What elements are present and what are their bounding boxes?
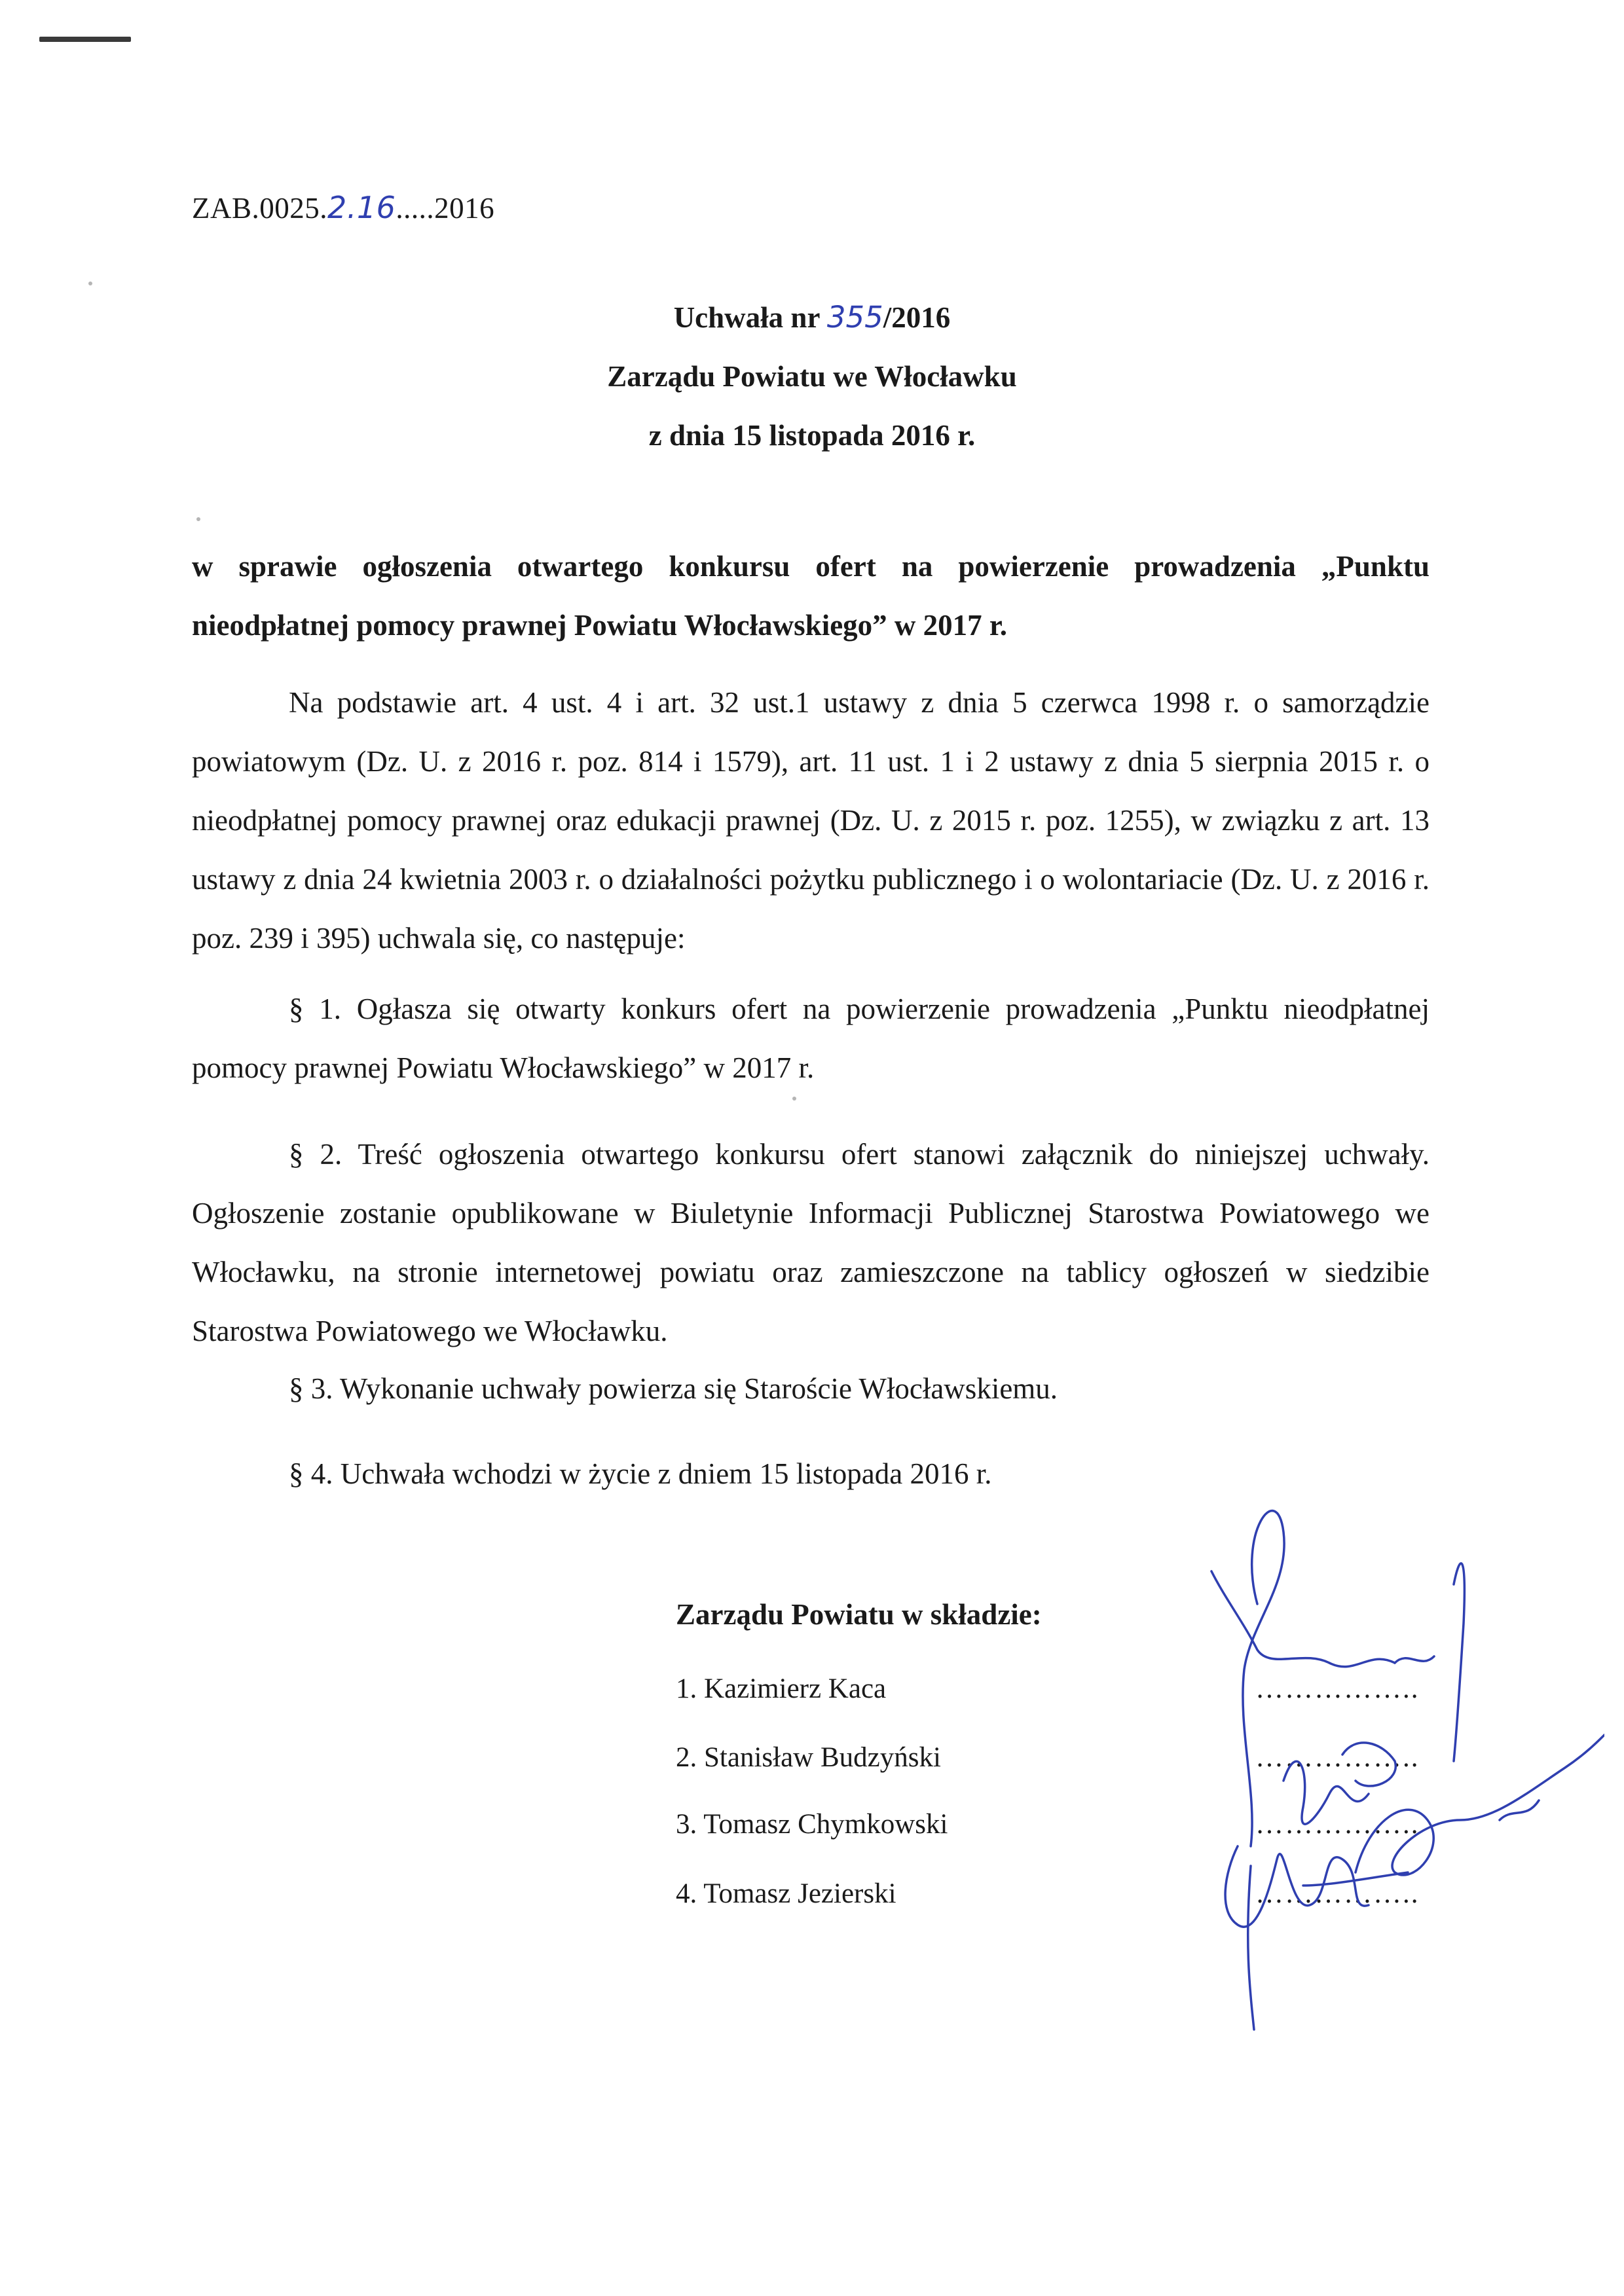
resolution-subject: w sprawie ogłoszenia otwartego konkursu ofert na powierzenie prowadzenia „Punktu nieodpłatnej pomocy prawnej Powiatu Włocławskiego” w 2017 r. — [192, 550, 1430, 642]
board-composition-title: Zarządu Powiatu w składzie: — [676, 1598, 1042, 1631]
section-4: § 4. Uchwała wchodzi w życie z dniem 15 listopada 2016 r. — [289, 1457, 992, 1490]
scan-mark — [39, 37, 131, 42]
section-1: § 1. Ogłasza się otwarty konkurs ofert na powierzenie prowadzenia „Punktu nieodpłatnej pomocy prawnej Powiatu Włocławskiego” w 2017 r. — [192, 993, 1430, 1084]
resolution-date: z dnia 15 listopada 2016 r. — [648, 419, 976, 452]
board-member-name: 4. Tomasz Jezierski — [676, 1878, 896, 1909]
board-member-name: 1. Kazimierz Kaca — [676, 1673, 887, 1704]
resolution-number: 355 — [826, 300, 883, 335]
signature-line: …………….. — [1255, 1878, 1420, 1909]
signature-line: …………….. — [1255, 1673, 1420, 1704]
board-member-name: 2. Stanisław Budzyński — [676, 1742, 941, 1773]
scan-speck — [88, 282, 92, 285]
section-2: § 2. Treść ogłoszenia otwartego konkursu ofert stanowi załącznik do niniejszej uchwały. Ogłoszenie zostanie opublikowane w Biuletynie Informacji Publicznej Starostwa Powiatowego we Włocławku, na stronie internetowej powiatu oraz zamieszczone na tablicy ogłoszeń w siedzibie Starostwa Powiatowego we Włocławku. — [192, 1138, 1430, 1347]
reference-suffix: .....2016 — [396, 192, 495, 225]
resolution-board: Zarządu Powiatu we Włocławku — [607, 360, 1017, 393]
signature-line: …………….. — [1255, 1809, 1420, 1840]
reference-number — [192, 190, 494, 225]
resolution-suffix: /2016 — [883, 301, 951, 334]
resolution-header — [0, 288, 1624, 465]
handwritten-signatures — [1198, 1453, 1604, 2043]
resolution-prefix: Uchwała nr — [673, 301, 827, 334]
section-3: § 3. Wykonanie uchwały powierza się Staroście Włocławskiemu. — [289, 1372, 1058, 1405]
signature-line: …………….. — [1255, 1742, 1420, 1773]
legal-basis-paragraph: Na podstawie art. 4 ust. 4 i art. 32 ust.1 ustawy z dnia 5 czerwca 1998 r. o samorządzie powiatowym (Dz. U. z 2016 r. poz. 814 i 1579), art. 11 ust. 1 i 2 ustawy z dnia 5 sierpnia 2015 r. o nieodpłatnej pomocy prawnej oraz edukacji prawnej (Dz. U. z 2015 r. poz. 1255), w związku z art. 13 ustawy z dnia 24 kwietnia 2003 r. o działalności pożytku publicznego i o wolontariacie (Dz. U. z 2016 r. poz. 239 i 395) uchwala się, co następuje: — [192, 686, 1430, 955]
board-member-name: 3. Tomasz Chymkowski — [676, 1809, 948, 1840]
scan-speck — [196, 517, 200, 521]
reference-prefix: ZAB.0025. — [192, 192, 327, 225]
resolution-title — [0, 288, 1624, 347]
reference-handwritten-number: 2.16 — [327, 190, 396, 225]
